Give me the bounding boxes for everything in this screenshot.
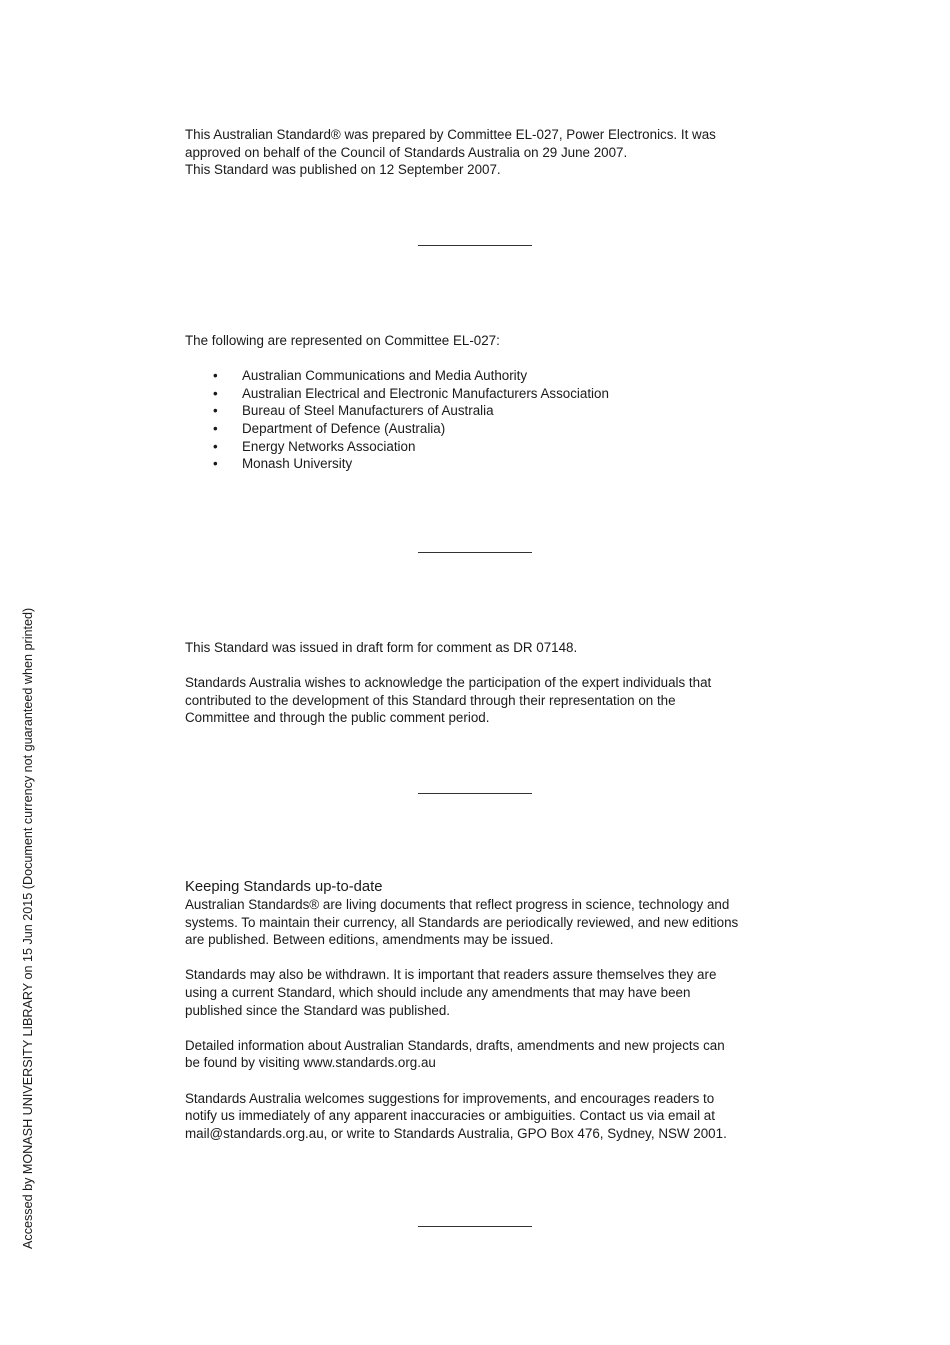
bullet-icon: • xyxy=(213,420,218,436)
draft-section xyxy=(185,639,775,727)
paragraph-line: systems. To maintain their currency, all Standards are periodically reviewed, and new editions xyxy=(185,914,739,930)
list-item: • Monash University xyxy=(213,456,353,472)
bullet-icon: • xyxy=(213,385,218,401)
section-divider xyxy=(418,1226,532,1227)
section-heading: Keeping Standards up-to-date xyxy=(185,879,383,895)
committee-members-list xyxy=(185,367,775,473)
acknowledgement-line: contributed to the development of this Standard through their representation on the xyxy=(185,692,676,708)
preparation-line: approved on behalf of the Council of Standards Australia on 29 June 2007. xyxy=(185,144,628,160)
keeping-up-to-date-section xyxy=(185,878,775,1142)
list-item: • Australian Electrical and Electronic Manufacturers Association xyxy=(213,385,609,401)
section-divider xyxy=(418,552,532,553)
bullet-icon: • xyxy=(213,403,218,419)
section-divider xyxy=(418,245,532,246)
preparation-statement xyxy=(185,126,775,179)
paragraph-line: notify us immediately of any apparent inaccuracies or ambiguities. Contact us via email at xyxy=(185,1108,715,1124)
list-item: • Department of Defence (Australia) xyxy=(213,420,446,436)
paragraph-line: mail@standards.org.au, or write to Standards Australia, GPO Box 476, Sydney, NSW 2001. xyxy=(185,1125,727,1141)
acknowledgement-line: Committee and through the public comment period. xyxy=(185,710,490,726)
list-item: • Australian Communications and Media Authority xyxy=(213,368,528,384)
section-divider xyxy=(418,793,532,794)
draft-issued-text: This Standard was issued in draft form for comment as DR 07148. xyxy=(185,640,578,655)
committee-section xyxy=(185,332,775,473)
list-item: • Energy Networks Association xyxy=(213,438,416,454)
bullet-icon: • xyxy=(213,456,218,472)
bullet-icon: • xyxy=(213,368,218,384)
paragraph-line: are published. Between editions, amendments may be issued. xyxy=(185,932,554,948)
preparation-line: This Standard was published on 12 September 2007. xyxy=(185,162,501,178)
paragraph-line: Standards Australia welcomes suggestions for improvements, and encourages readers to xyxy=(185,1090,715,1106)
access-watermark: Accessed by MONASH UNIVERSITY LIBRARY on 15 Jun 2015 (Document currency not guaranteed when printed) xyxy=(21,607,35,1249)
paragraph-line: be found by visiting www.standards.org.au xyxy=(185,1055,436,1071)
paragraph-line: Australian Standards® are living documents that reflect progress in science, technology and xyxy=(185,897,730,912)
list-item: • Bureau of Steel Manufacturers of Australia xyxy=(213,403,494,419)
paragraph-line: using a current Standard, which should include any amendments that may have been xyxy=(185,984,691,1000)
paragraph-line: published since the Standard was published. xyxy=(185,1002,451,1018)
preparation-line: This Australian Standard® was prepared by Committee EL-027, Power Electronics. It was xyxy=(185,127,716,142)
bullet-icon: • xyxy=(213,438,218,454)
paragraph-line: Detailed information about Australian Standards, drafts, amendments and new projects can xyxy=(185,1037,725,1053)
committee-intro: The following are represented on Committee EL-027: xyxy=(185,333,500,348)
acknowledgement-line: Standards Australia wishes to acknowledge the participation of the expert individuals that xyxy=(185,675,712,691)
paragraph-line: Standards may also be withdrawn. It is important that readers assure themselves they are xyxy=(185,967,717,983)
